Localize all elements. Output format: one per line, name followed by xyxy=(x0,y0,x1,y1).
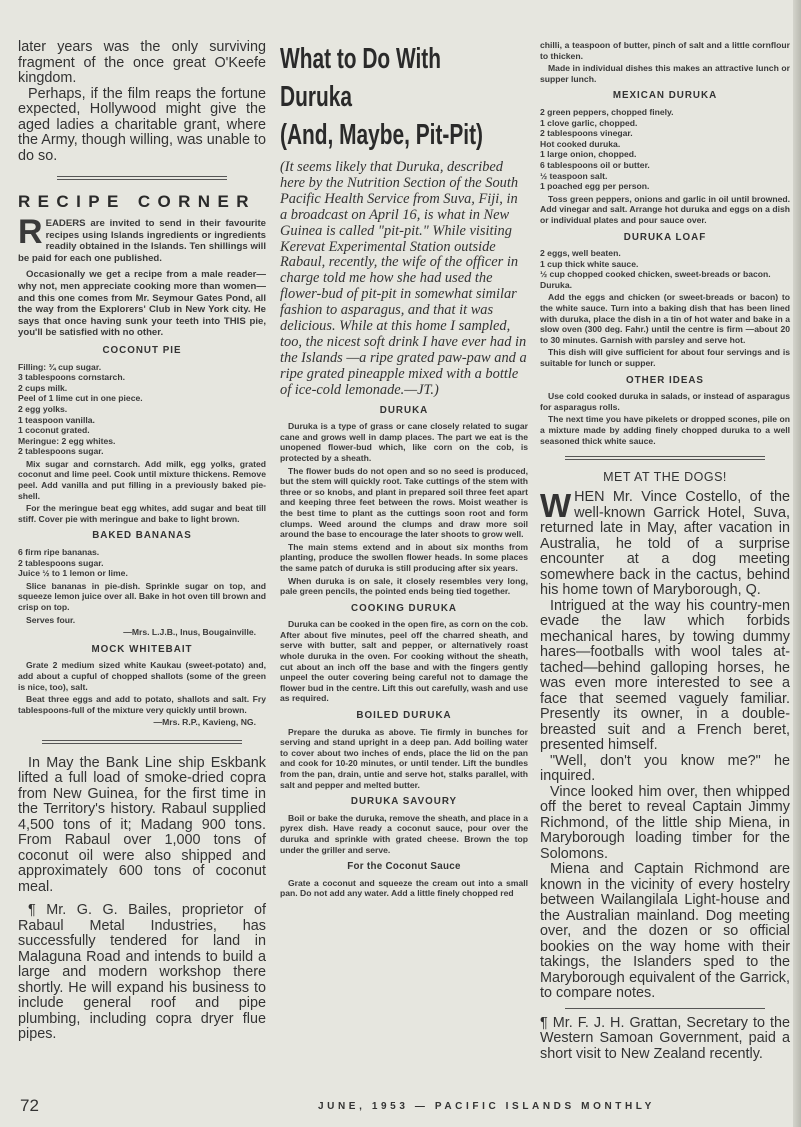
article-intro: (It seems likely that Duruka, described here by the Nutrition Section of the South Pacific Health Service from Suva, Fiji, in a broadcast on April 16, is what in New Guinea is called "pit-pit." While visiting Kerevat Experimental Station outside Rabaul, recently, the wife of the officer in charge told me how she had used the flower-bud of pit-pit in somewhat similar fashion to asparagus, and that it was delicious. While at this home I sampled, too, the nicest soft drink I have ever had in the Islands —a ripe grated paw-paw and a ripe grated pineapple mixed with a bottle of ice-cold lemonade.—JT.) xyxy=(280,159,527,398)
recipe-title: COCONUT PIE xyxy=(102,344,182,356)
headline-line: What to Do With xyxy=(280,43,442,75)
news-paragraph: ¶ Mr. F. J. H. Grattan, Secretary to the Western Samoan Government, paid a short visit to New Zealand recently. xyxy=(540,1014,790,1062)
ingredient: 2 cups milk. xyxy=(18,382,68,393)
recipe-method: Use cold cooked duruka in salads, or instead of asparagus for asparagus rolls. xyxy=(540,391,790,412)
recipe-method: The next time you have pikelets or dropped scones, pile on a mixture made by adding finely chopped duruka to a well seasoned thick white sauce. xyxy=(540,414,790,446)
ingredient: 2 tablespoons sugar. xyxy=(18,446,104,457)
section-divider xyxy=(565,456,765,460)
duruka-article xyxy=(280,406,528,899)
article-paragraph: The flower buds do not open and so no seed is produced, but the stem will quickly root. Take cuttings of the stem with three or so knobs, and plant in prepared soil three feet apart and keeping three feet between the rows. Moist weather is the best time to plant as the cuttings soon root and form clumps. Weed around the clumps and draw more soil around the base to encourage the later shoots to grow well. xyxy=(280,465,528,540)
section-title: For the Coconut Sauce xyxy=(347,861,461,873)
article-paragraph: Duruka is a type of grass or cane closely related to sugar cane and grows well in damp places. The part we eat is the unopened flower-bud which, like corn on the cob, is protected by a sheath. xyxy=(280,421,528,463)
dogs-story xyxy=(540,487,790,1062)
column-right xyxy=(540,40,790,1062)
headline-line: (And, Maybe, Pit-Pit) xyxy=(280,119,484,151)
article-paragraph: The main stems extend and in about six months from planting, produce the swollen flower heads. In some places the same patch of duruka is still producing after six years. xyxy=(280,541,528,573)
news-paragraph: In May the Bank Line ship Eskbank lifted a full load of smoke-dried copra from New Guinea, for the first time in the Territory's history. Rabaul supplied 4,500 tons of it; Madang 900 tons. From Rabaul over 1,000 tons of coconut oil were also shipped and approximately 600 tons of coconut meal. xyxy=(18,754,266,895)
news-paragraph: ¶ Mr. G. G. Bailes, proprietor of Rabaul Metal Industries, has successfully tendered for land in Malaguna Road and intends to build a large and modern workshop there shortly. He will expand his business to include general roof and pipe plumbing, including copra dryer flue pipes. xyxy=(18,902,266,1043)
article-paragraph: Made in individual dishes this makes an attractive lunch or supper lunch. xyxy=(540,63,790,84)
ingredient: 2 tablespoons sugar. xyxy=(18,557,104,568)
recipe-method: Toss green peppers, onions and garlic in oil until browned. Add vinegar and salt. Arrange hot duruka and eggs on a dish or individual plates and pour sauce over. xyxy=(540,193,790,225)
recipe-method: For the meringue beat egg whites, add sugar and beat till stiff. Cover pie with meringue and bake to light brown. xyxy=(18,503,266,524)
recipe-corner-heading: RECIPE CORNER xyxy=(18,192,256,211)
dogs-paragraph: Intrigued at the way his country-men evade the law which forbids mechanical hares, by towing dummy hares—footballs with wool tales at-tached—behind galloping horses, he was even more interested to see a face that seemed vaguely familiar. Presently its owner, in a double-breasted suit and a French beret, presented himself. xyxy=(540,597,790,754)
ingredient: 6 tablespoons oil or butter. xyxy=(540,159,650,170)
section-divider xyxy=(565,1008,765,1010)
article-paragraph: Boil or bake the duruka, remove the sheath, and place in a pyrex dish. Have ready a coconut sauce, pour over the duruka and sprinkle with grated cheese. Brown the top under the griller and serve. xyxy=(280,812,528,855)
ingredient: 1 large onion, chopped. xyxy=(540,149,637,160)
recipe-title: MEXICAN DURUKA xyxy=(612,90,718,102)
recipe-title: DURUKA LOAF xyxy=(623,231,707,243)
dogs-story-headline: MET AT THE DOGS! xyxy=(603,470,727,485)
ingredient: Filling: ¾ cup sugar. xyxy=(18,361,102,372)
recipe-method: Slice bananas in pie-dish. Sprinkle sugar on top, and squeeze lemon juice over all. Bake in hot oven till brown and crisp on top. xyxy=(18,580,266,612)
article-paragraph: Duruka can be cooked in the open fire, as corn on the cob. After about five minutes, peel off the charred sheath, and serve with butter, salt and pepper, or alternatively roast whole duruka in the oven. For cooking without the sheath, cut about an inch off the base and with the fingers gently unpeel the outer covering being careful not to damage the flower bud in the centre. Lift this out carefully, wash and use as required. xyxy=(280,619,528,704)
lead-paragraph: later years was the only surviving fragment of the once great O'Keefe kingdom. xyxy=(18,39,266,86)
ingredient: 1 coconut grated. xyxy=(18,425,90,436)
recipe-title: OTHER IDEAS xyxy=(626,374,704,386)
recipe-intro: READERS are invited to send in their favourite recipes using Islands ingredients or ingredients readily obtained in the Islands. Ten shillings will be paid for each one published. xyxy=(18,213,266,264)
section-title: COOKING DURUKA xyxy=(351,602,457,614)
column-middle xyxy=(280,40,528,901)
dogs-paragraph: Vince looked him over, then whipped off the beret to reveal Captain Jimmy Richmond, of the little ship Miena, in Maryborough loading timber for the Solomons. xyxy=(540,783,790,862)
ingredient: Duruka. xyxy=(540,279,572,290)
ingredient: 1 teaspoon vanilla. xyxy=(18,414,95,425)
lead-paragraph: Perhaps, if the film reaps the fortune expected, Hollywood might give the aged ladies a charitable grant, where the Army, though willing, was unable to do so. xyxy=(18,85,266,164)
dogs-paragraph: "Well, don't you know me?" he inquired. xyxy=(540,752,790,785)
recipe-title: MOCK WHITEBAIT xyxy=(91,643,193,655)
ingredient: Juice ½ to 1 lemon or lime. xyxy=(18,568,128,579)
article-paragraph: chilli, a teaspoon of butter, pinch of salt and a little cornflour to thicken. xyxy=(540,40,790,61)
article-paragraph: Prepare the duruka as above. Tie firmly in bunches for serving and stand upright in a deep pan. Add boiling water to cover about two inches of ends, place the lid on the pan and cook for 10-20 minutes, or until tender. Lift the bundles from the pan, drain, untie and serve hot, stalks parallel, with salt and pepper and melted butter. xyxy=(280,726,528,790)
section-title: DURUKA SAVOURY xyxy=(350,796,458,808)
ingredient: 1 poached egg per person. xyxy=(540,181,650,192)
dogs-paragraph: Miena and Captain Richmond are known in the vicinity of every hostelry between Wailangilala Light-house and the Australian mainland. Dog meeting over, and the dozen or so official bookies on the way home with their takings, the Islanders sped to the Maryborough equivalent of the Garrick, to compare notes. xyxy=(540,861,790,1002)
section-title: DURUKA xyxy=(379,404,429,416)
recipe-corner-section xyxy=(18,213,266,728)
dropcap-w: W xyxy=(540,487,572,525)
dogs-paragraph: WHEN Mr. Vince Costello, of the well-known Garrick Hotel, Suva, returned late in May, after vacation in Australia, he told of a surprise encounter at a dog meeting somewhere back in the cactus, behind his home town of Maryborough, Q. xyxy=(540,487,790,599)
recipe-signature: —Mrs. L.J.B., Inus, Bougainville. xyxy=(123,627,256,638)
ingredient: 1 cup thick white sauce. xyxy=(540,258,639,269)
running-footer: JUNE, 1953 — PACIFIC ISLANDS MONTHLY xyxy=(318,1101,655,1112)
article-paragraph: Grate a coconut and squeeze the cream out into a small pan. Do not add any water. Add a little finely chopped red xyxy=(280,877,528,899)
article-headline xyxy=(280,40,525,154)
headline-line: Duruka xyxy=(280,81,352,113)
page-number: 72 xyxy=(20,1096,39,1115)
page-edge-shadow xyxy=(793,0,801,1127)
recipe-method: Beat three eggs and add to potato, shallots and salt. Fry tablespoons-full of the mixture very quickly until brown. xyxy=(18,694,266,715)
recipe-title: BAKED BANANAS xyxy=(92,530,192,542)
recipe-method: This dish will give sufficient for about four servings and is suitable for lunch or supper. xyxy=(540,347,790,369)
lead-story-continuation xyxy=(18,40,266,164)
recipe-method: Serves four. xyxy=(26,614,76,625)
ingredient: 1 clove garlic, chopped. xyxy=(540,117,638,128)
recipe-method: Grate 2 medium sized white Kaukau (sweet-potato) and, add about a cupful of chopped shallots (some of the green is nice, too), salt. xyxy=(18,660,266,692)
news-items xyxy=(18,756,266,1043)
ingredient: ½ teaspoon salt. xyxy=(540,170,608,181)
article-paragraph: When duruka is on sale, it closely resembles very long, pale green pencils, the pointed ends being tied together. xyxy=(280,575,528,597)
column-left xyxy=(18,40,266,1043)
recipe-method: Mix sugar and cornstarch. Add milk, egg yolks, grated coconut and lime peel. Cook until mixture thickens. Remove peel. Add vanilla and put filling in a previously baked pie-shell. xyxy=(18,458,266,501)
ingredient: 2 eggs, well beaten. xyxy=(540,248,621,259)
section-title: BOILED DURUKA xyxy=(356,710,452,722)
section-divider xyxy=(57,176,227,180)
duruka-article-continued xyxy=(540,40,790,446)
ingredient: Meringue: 2 egg whites. xyxy=(18,435,116,446)
section-divider xyxy=(42,740,242,744)
ingredient: 2 tablespoons vinegar. xyxy=(540,128,633,139)
ingredient: Peel of 1 lime cut in one piece. xyxy=(18,393,143,404)
ingredient: ½ cup chopped cooked chicken, sweet-breads or bacon. xyxy=(540,269,771,280)
recipe-signature: —Mrs. R.P., Kavieng, NG. xyxy=(153,717,256,728)
ingredient: 3 tablespoons cornstarch. xyxy=(18,372,125,383)
ingredient: Hot cooked duruka. xyxy=(540,138,621,149)
ingredient: 2 green peppers, chopped finely. xyxy=(540,106,674,117)
ingredient: 6 firm ripe bananas. xyxy=(18,547,100,558)
recipe-intro-2: Occasionally we get a recipe from a male reader—why not, men appreciate cooking more than women—and this one comes from Mr. Seymour Gates Pond, all the way from the Explorers' Club in New York city. He says that once having sunk your teeth into THIS pie, you'll be satisfied with no other. xyxy=(18,269,266,339)
recipe-method: Add the eggs and chicken (or sweet-breads or bacon) to the white sauce. Turn into a baking dish that has been lined with duruka, place the dish in a tin of hot water and bake in a slow oven (300 deg. Fahr.) until the centre is firm —about 20 to 30 minutes. Garnish with parsley and serve hot. xyxy=(540,292,790,345)
ingredient: 2 egg yolks. xyxy=(18,403,68,414)
dropcap-r: R xyxy=(18,213,43,251)
